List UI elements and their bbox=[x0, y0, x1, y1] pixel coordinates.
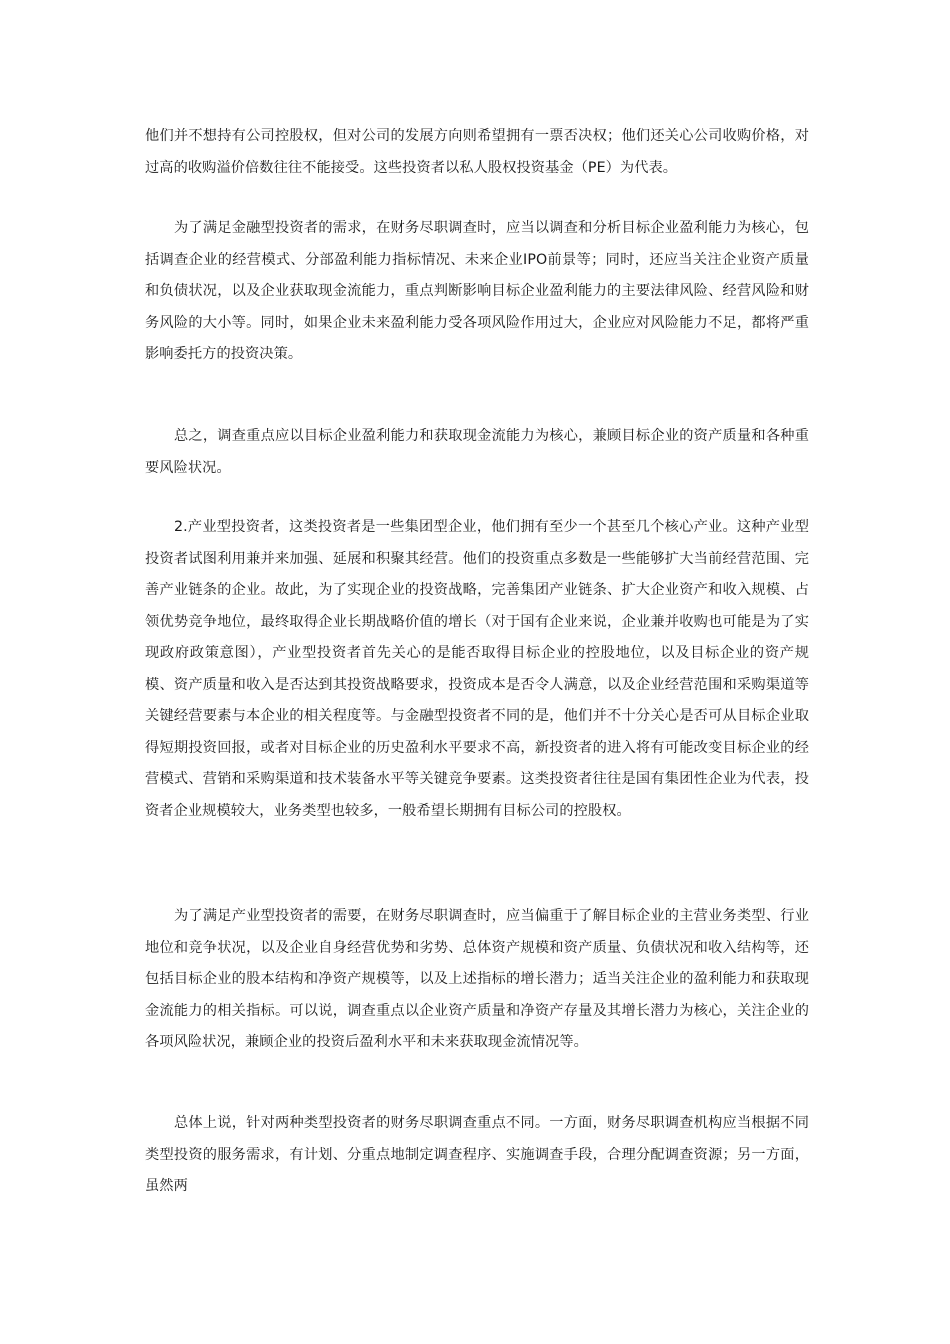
paragraph-6: 总体上说，针对两种类型投资者的财务尽职调查重点不同。一方面，财务尽职调查机构应当根据不同类型投资的服务需求，有计划、分重点地制定调查程序、实施调查手段，合理分配调查资源；另一方面，虽然两 bbox=[145, 1115, 809, 1194]
paragraph-3: 总之，调查重点应以目标企业盈利能力和获取现金流能力为核心，兼顾目标企业的资产质量和各种重要风险状况。 bbox=[145, 428, 809, 476]
paragraph-5: 为了满足产业型投资者的需要，在财务尽职调查时，应当偏重于了解目标企业的主营业务类型、行业地位和竞争状况，以及企业自身经营优势和劣势、总体资产规模和资产质量、负债状况和收入结构等，还包括目标企业的股本结构和净资产规模等，以及上述指标的增长潜力；适当关注企业的盈利能力和获取现金流能力的相关指标。可以说，调查重点以企业资产质量和净资产存量及其增长潜力为核心，关注企业的各项风险状况，兼顾企业的投资后盈利水平和未来获取现金流情况等。 bbox=[145, 908, 809, 1050]
paragraph-1: 他们并不想持有公司控股权，但对公司的发展方向则希望拥有一票否决权；他们还关心公司收购价格，对过高的收购溢价倍数往往不能接受。这些投资者以私人股权投资基金（PE）为代表。 bbox=[145, 128, 809, 176]
paragraph-4: 2.产业型投资者，这类投资者是一些集团型企业，他们拥有至少一个甚至几个核心产业。这种产业型投资者试图利用兼并来加强、延展和积聚其经营。他们的投资重点多数是一些能够扩大当前经营范围、完善产业链条的企业。故此，为了实现企业的投资战略，完善集团产业链条、扩大企业资产和收入规模、占领优势竞争地位，最终取得企业长期战略价值的增长（对于国有企业来说，企业兼并收购也可能是为了实现政府政策意图），产业型投资者首先关心的是能否取得目标企业的控股地位，以及目标企业的资产规模、资产质量和收入是否达到其投资战略要求，投资成本是否令人满意，以及企业经营范围和采购渠道等关键经营要素与本企业的相关程度等。与金融型投资者不同的是，他们并不十分关心是否可从目标企业取得短期投资回报，或者对目标企业的历史盈利水平要求不高，新投资者的进入将有可能改变目标企业的经营模式、营销和采购渠道和技术装备水平等关键竞争要素。这类投资者往往是国有集团性企业为代表，投资者企业规模较大，业务类型也较多，一般希望长期拥有目标公司的控股权。 bbox=[145, 519, 809, 819]
paragraph-2: 为了满足金融型投资者的需求，在财务尽职调查时，应当以调查和分析目标企业盈利能力为核心，包括调查企业的经营模式、分部盈利能力指标情况、未来企业IPO前景等；同时，还应当关注企业资产质量和负债状况，以及企业获取现金流能力，重点判断影响目标企业盈利能力的主要法律风险、经营风险和财务风险的大小等。同时，如果企业未来盈利能力受各项风险作用过大，企业应对风险能力不足，都将严重影响委托方的投资决策。 bbox=[145, 220, 809, 362]
